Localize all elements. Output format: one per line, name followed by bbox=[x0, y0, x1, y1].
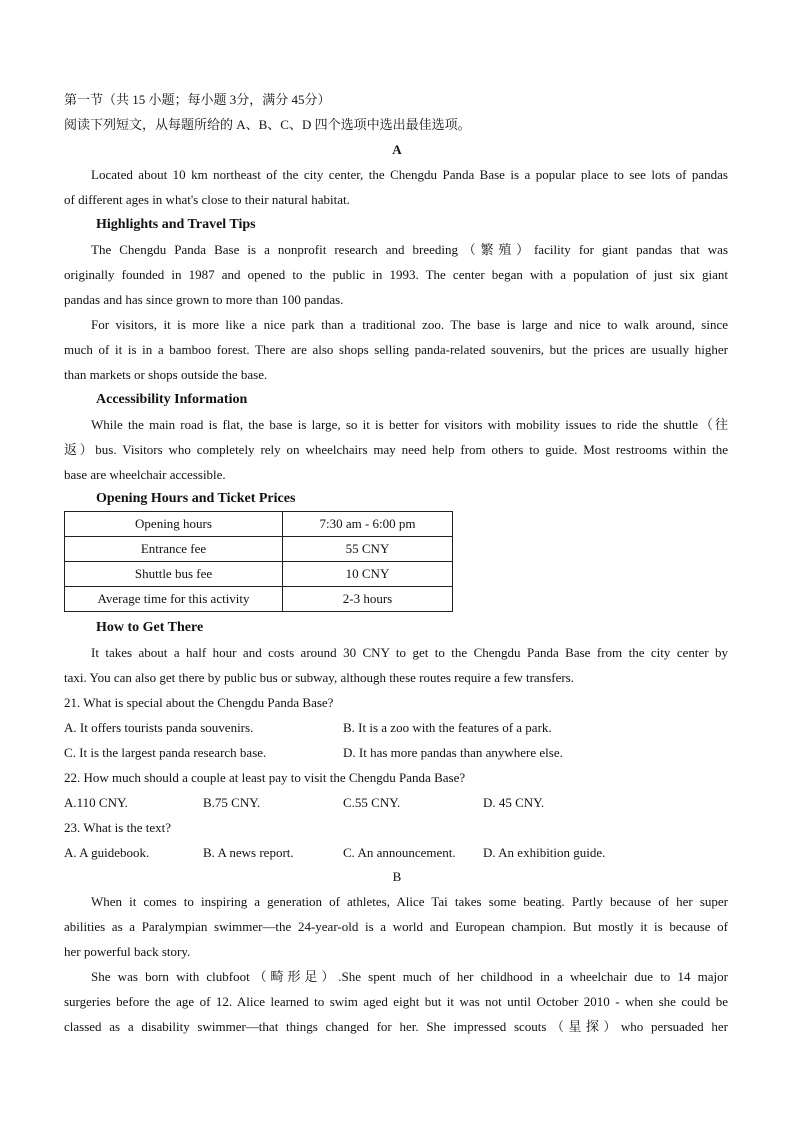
question-21-option-b: B. It is a zoo with the features of a park. bbox=[343, 720, 552, 735]
paragraph-line: base are wheelchair accessible. bbox=[64, 467, 226, 482]
table-cell: 55 CNY bbox=[283, 537, 453, 562]
passage-a-intro-line: of different ages in what's close to their natural habitat. bbox=[64, 192, 350, 207]
question-23-option-b: B. A news report. bbox=[203, 845, 294, 860]
passage-a-label: A bbox=[392, 142, 402, 157]
question-21-option-c: C. It is the largest panda research base. bbox=[64, 745, 267, 760]
paragraph-line: her powerful back story. bbox=[64, 944, 191, 959]
table-row bbox=[65, 562, 453, 587]
instruction: 阅读下列短文，从每题所给的 A、B、C、D 四个选项中选出最佳选项。 bbox=[64, 117, 471, 132]
paragraph-line: For visitors, it is more like a nice park than a traditional zoo. The base is large and nice to walk around, since bbox=[91, 317, 728, 332]
section-header: 第一节（共 15 小题；每小题 3分，满分 45分） bbox=[64, 92, 331, 107]
table-cell: 10 CNY bbox=[283, 562, 453, 587]
table-cell: 2-3 hours bbox=[283, 587, 453, 612]
table-cell: 7:30 am - 6:00 pm bbox=[283, 512, 453, 537]
question-21-stem: 21. What is special about the Chengdu Panda Base? bbox=[64, 695, 334, 710]
table-row bbox=[65, 512, 453, 537]
paragraph-line: abilities as a Paralympian swimmer—the 24-year-old is a world and European champion. But mostly it is because of bbox=[64, 919, 728, 934]
question-22-option-b: B.75 CNY. bbox=[203, 795, 261, 810]
paragraph-line: She was born with clubfoot（畸形足）.She spent much of her childhood in a wheelchair due to 14 major bbox=[91, 969, 728, 984]
question-23-option-d: D. An exhibition guide. bbox=[483, 845, 606, 860]
heading-opening-hours: Opening Hours and Ticket Prices bbox=[96, 491, 296, 506]
paragraph-line: While the main road is flat, the base is large, so it is better for visitors with mobility issues to ride the shuttle（往 bbox=[91, 417, 728, 432]
passage-b-label: B bbox=[392, 869, 402, 884]
paragraph-line: surgeries before the age of 12. Alice learned to swim aged eight but it was not until October 2010 - when she could be bbox=[64, 994, 728, 1009]
question-22-option-c: C.55 CNY. bbox=[343, 795, 401, 810]
heading-how-to-get-there: How to Get There bbox=[96, 620, 204, 635]
table-cell: Average time for this activity bbox=[65, 587, 283, 612]
question-21-option-d: D. It has more pandas than anywhere else. bbox=[343, 745, 563, 760]
question-23-option-c: C. An announcement. bbox=[343, 845, 456, 860]
paragraph-line: than markets or shops outside the base. bbox=[64, 367, 268, 382]
paragraph-line: originally founded in 1987 and opened to the public in 1993. The center began with a population of just six giant bbox=[64, 267, 728, 282]
paragraph-line: much of it is in a bamboo forest. There are also shops selling panda-related souvenirs, but the prices are usually higher bbox=[64, 342, 728, 357]
paragraph-line: The Chengdu Panda Base is a nonprofit research and breeding（繁殖）facility for giant pandas that was bbox=[91, 242, 728, 257]
question-22-option-d: D. 45 CNY. bbox=[483, 795, 545, 810]
question-22-option-a: A.110 CNY. bbox=[64, 795, 128, 810]
heading-highlights: Highlights and Travel Tips bbox=[96, 217, 256, 232]
paragraph-line: 返）bus. Visitors who completely rely on wheelchairs may need help from others to guide. Most restrooms within the bbox=[64, 442, 728, 457]
ticket-table bbox=[64, 511, 453, 612]
question-22-stem: 22. How much should a couple at least pay to visit the Chengdu Panda Base? bbox=[64, 770, 466, 785]
paragraph-line: pandas and has since grown to more than 100 pandas. bbox=[64, 292, 344, 307]
question-21-option-a: A. It offers tourists panda souvenirs. bbox=[64, 720, 254, 735]
paragraph-line: When it comes to inspiring a generation of athletes, Alice Tai takes some beating. Partly because of her super bbox=[91, 894, 728, 909]
passage-a-intro-line: Located about 10 km northeast of the city center, the Chengdu Panda Base is a popular place to see lots of pandas bbox=[91, 167, 728, 182]
paragraph-line: It takes about a half hour and costs around 30 CNY to get to the Chengdu Panda Base from the city center by bbox=[91, 645, 728, 660]
table-cell: Shuttle bus fee bbox=[65, 562, 283, 587]
paragraph-line: taxi. You can also get there by public bus or subway, although these routes require a few transfers. bbox=[64, 670, 574, 685]
table-cell: Entrance fee bbox=[65, 537, 283, 562]
paragraph-line: classed as a disability swimmer—that things changed for her. She impressed scouts（星探）who persuaded her bbox=[64, 1019, 728, 1034]
table-row bbox=[65, 537, 453, 562]
table-row bbox=[65, 587, 453, 612]
heading-accessibility: Accessibility Information bbox=[96, 392, 248, 407]
table-cell: Opening hours bbox=[65, 512, 283, 537]
question-23-stem: 23. What is the text? bbox=[64, 820, 171, 835]
question-23-option-a: A. A guidebook. bbox=[64, 845, 150, 860]
